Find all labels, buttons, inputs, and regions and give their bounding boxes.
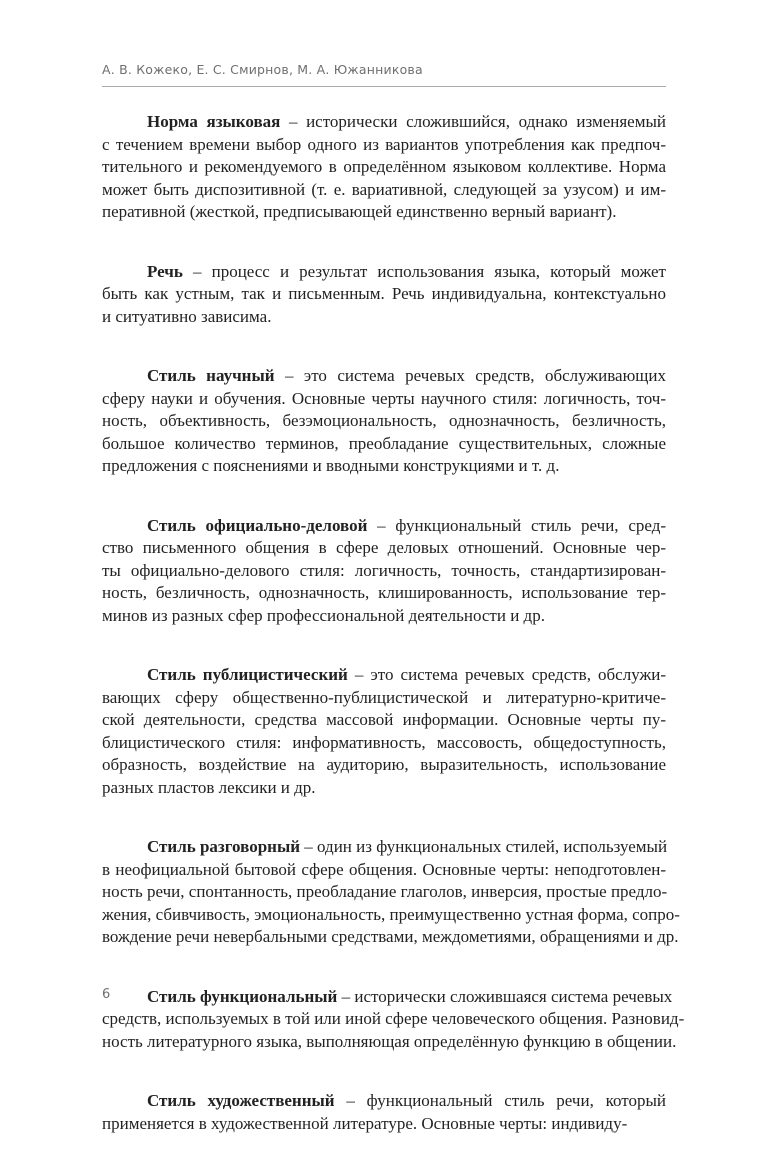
entry-definition-line: применяется в художественной литературе. Основные черты: индивиду- <box>102 1113 628 1133</box>
entry-definition-start: – исторически сложившаяся система речевых <box>337 986 673 1006</box>
page-body <box>102 111 685 1172</box>
entry-term: Стиль разговорный <box>147 837 301 856</box>
entry-definition-line: ты официально-делового стиля: логичность, точность, стандартизирован- <box>102 560 666 580</box>
header-rule <box>102 86 666 87</box>
entry-term: Стиль функциональный <box>147 986 338 1006</box>
entry-definition-line: ность, безличность, однозначность, клишированность, использование тер- <box>102 583 666 602</box>
entry-definition-line: и ситуативно зависима. <box>102 306 272 326</box>
entry-definition-line: ность речи, спонтанность, преобладание глаголов, инверсия, простые предло- <box>102 882 668 901</box>
entry-term: Норма языковая <box>147 112 281 131</box>
entry-definition-start: – исторически сложившийся, однако изменяемый <box>280 112 666 131</box>
entry-term: Стиль художественный <box>147 1091 335 1110</box>
glossary-entry <box>102 1090 666 1135</box>
entry-definition-line: вождение речи невербальными средствами, междометиями, обращениями и др. <box>102 927 679 946</box>
entry-definition-line: перативной (жесткой, предписывающей единственно верный вариант). <box>102 202 617 221</box>
entry-definition-line: может быть диспозитивной (т. е. вариативной, следующей за узусом) и им- <box>102 179 666 199</box>
entry-definition-start: – один из функциональных стилей, используемый <box>300 837 668 856</box>
entry-first-line <box>102 836 666 859</box>
entry-definition-start: – процесс и результат использования языка, который может <box>182 261 666 281</box>
entry-first-line <box>102 111 666 134</box>
glossary-entry <box>102 261 666 329</box>
entry-definition-line: большое количество терминов, преобладание существительных, сложные <box>102 433 666 453</box>
entry-definition-start: – функциональный стиль речи, который <box>334 1091 667 1110</box>
entry-definition-line: образность, воздействие на аудиторию, выразительность, использование <box>102 755 666 774</box>
entry-definition-line: ность, объективность, безэмоциональность, однозначность, безличность, <box>102 411 666 430</box>
entry-first-line <box>102 1090 666 1113</box>
entry-term: Речь <box>147 261 183 281</box>
entry-term: Стиль официально-деловой <box>147 515 368 535</box>
entry-definition-line: предложения с пояснениями и вводными конструкциями и т. д. <box>102 456 560 475</box>
entry-first-line <box>102 365 666 388</box>
entry-definition-line: ность литературного языка, выполняющая определённую функцию в общении. <box>102 1031 677 1051</box>
entry-definition-line: в неофициальной бытовой сфере общения. Основные черты: неподготовлен- <box>102 859 666 879</box>
entry-definition-line: средств, используемых в той или иной сфере человеческого общения. Разновид- <box>102 1009 685 1028</box>
entry-definition-line: вающих сферу общественно-публицистической и литературно-критиче- <box>102 687 666 707</box>
entry-definition-start: – функциональный стиль речи, сред- <box>367 515 667 535</box>
entry-first-line <box>102 515 666 538</box>
entry-definition-line: быть как устным, так и письменным. Речь индивидуальна, контекстуально <box>102 284 666 303</box>
entry-definition-line: ство письменного общения в сфере деловых отношений. Основные чер- <box>102 538 666 557</box>
entry-definition-line: жения, сбивчивость, эмоциональность, преимущественно устная форма, сопро- <box>102 904 680 924</box>
glossary-entry <box>102 365 666 478</box>
entry-definition-line: минов из разных сфер профессиональной деятельности и др. <box>102 605 545 625</box>
entry-term: Стиль публицистический <box>147 665 348 684</box>
entry-definition-line: ской деятельности, средства массовой информации. Основные черты пу- <box>102 710 666 729</box>
entry-definition-start: – это система речевых средств, обслуживающих <box>274 366 666 385</box>
running-header: А. В. Кожеко, Е. С. Смирнов, М. А. Южанникова <box>102 62 423 77</box>
glossary-entry <box>102 111 666 224</box>
glossary-entry <box>102 836 680 949</box>
entry-first-line <box>102 986 673 1009</box>
entry-definition-line: тительного и рекомендуемого в определённом языковом коллективе. Норма <box>102 157 666 176</box>
entry-definition-line: разных пластов лексики и др. <box>102 777 316 797</box>
entry-definition-line: блицистического стиля: информативность, массовость, общедоступность, <box>102 732 666 752</box>
page-number: 6 <box>102 987 111 1002</box>
entry-definition-start: – это система речевых средств, обслужи- <box>347 665 666 684</box>
entry-definition-line: сферу науки и обучения. Основные черты научного стиля: логичность, точ- <box>102 388 666 408</box>
entry-first-line <box>102 664 666 687</box>
glossary-entry <box>102 986 685 1054</box>
entry-first-line <box>102 261 666 284</box>
glossary-entry <box>102 515 666 628</box>
entry-term: Стиль научный <box>147 366 275 385</box>
glossary-entry <box>102 664 666 799</box>
entry-definition-line: с течением времени выбор одного из вариантов употребления как предпоч- <box>102 134 666 154</box>
